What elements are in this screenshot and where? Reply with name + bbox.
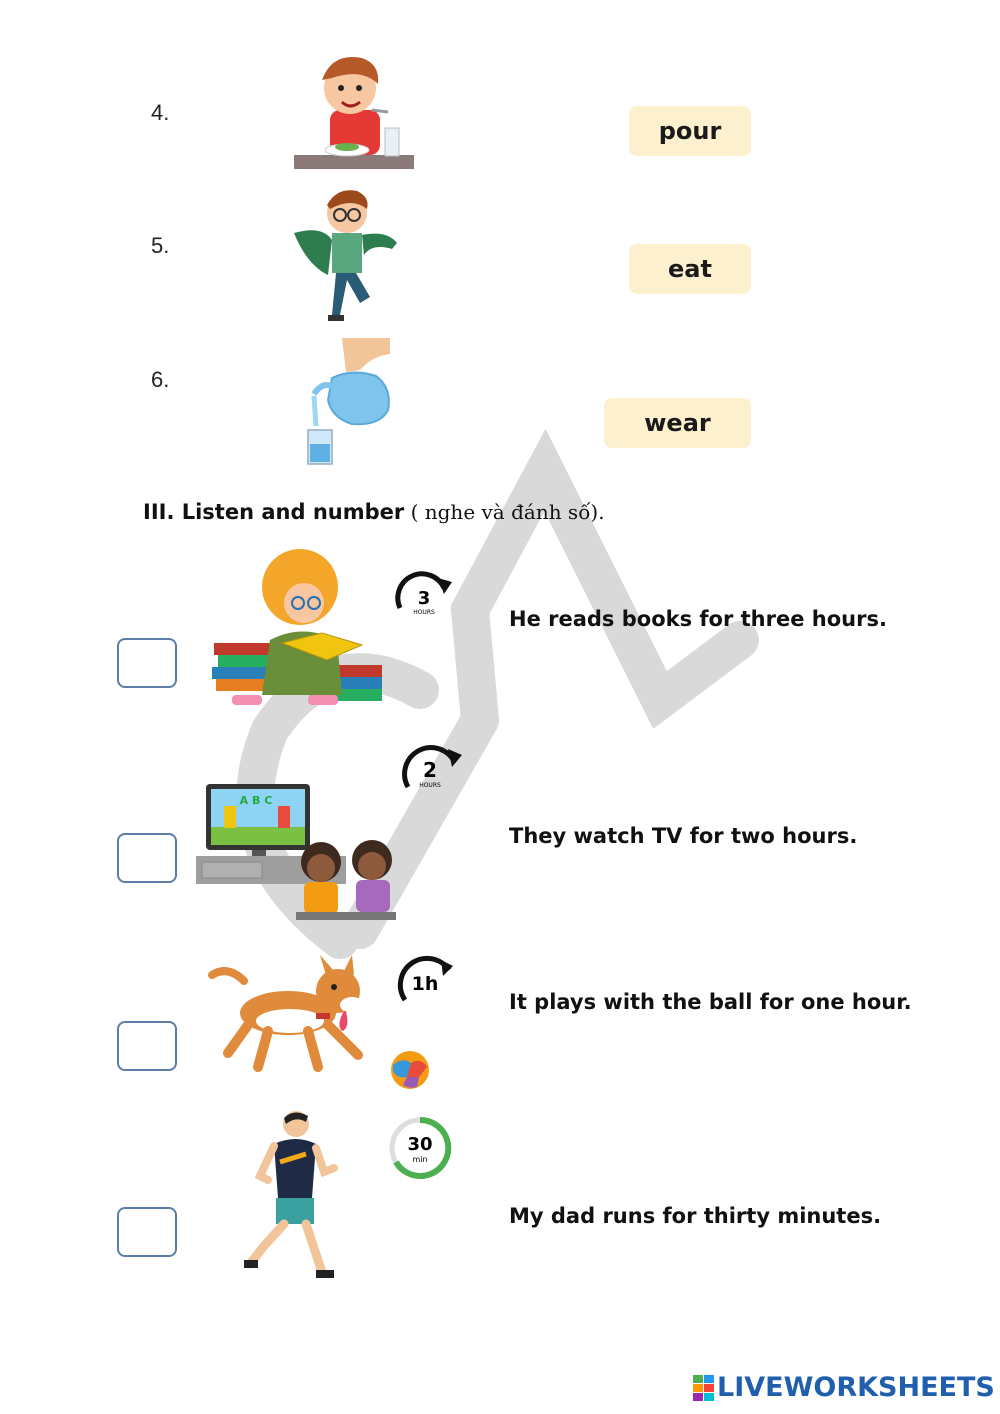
- word-label: eat: [668, 255, 712, 283]
- liveworksheets-logo: [693, 1372, 995, 1403]
- kids-watching-tv-icon: [196, 782, 408, 927]
- tv-screen-text: A B C: [239, 794, 273, 807]
- clock-number: 1h: [411, 973, 439, 995]
- answer-box-3[interactable]: [117, 1021, 177, 1071]
- word-card-pour[interactable]: [629, 106, 751, 156]
- timer-icon: [386, 1114, 454, 1184]
- section-note: ( nghe và đánh số).: [404, 500, 605, 524]
- answer-box-1[interactable]: [117, 638, 177, 688]
- hand-pouring-water-icon: [302, 338, 394, 468]
- clock-unit: HOURS: [419, 782, 441, 789]
- clock-icon: [392, 568, 456, 626]
- word-card-wear[interactable]: [604, 398, 751, 448]
- boy-eating-icon: [292, 50, 417, 175]
- timer-number: 30: [407, 1134, 433, 1155]
- clock-number: 3: [417, 588, 431, 609]
- item-number: 5.: [151, 233, 170, 258]
- word-label: wear: [644, 409, 711, 437]
- answer-box-2[interactable]: [117, 833, 177, 883]
- word-card-eat[interactable]: [629, 244, 751, 294]
- sentence-3: It plays with the ball for one hour.: [509, 990, 912, 1014]
- clock-icon: [398, 737, 462, 803]
- logo-text: LIVEWORKSHEETS: [717, 1372, 995, 1403]
- dog-running-icon: [208, 955, 370, 1080]
- item-number: 6.: [151, 367, 170, 392]
- answer-box-4[interactable]: [117, 1207, 177, 1257]
- boy-wearing-jacket-icon: [292, 185, 402, 325]
- word-label: pour: [658, 117, 722, 145]
- clock-unit: HOURS: [413, 609, 435, 616]
- sentence-2: They watch TV for two hours.: [509, 824, 858, 848]
- timer-unit: min: [412, 1155, 428, 1164]
- section-title: III. Listen and number: [143, 500, 405, 524]
- section-heading: [143, 500, 605, 524]
- ball-icon: [389, 1049, 431, 1091]
- logo-icon: [693, 1375, 715, 1401]
- item-number: 4.: [151, 100, 170, 125]
- sentence-1: He reads books for three hours.: [509, 607, 887, 631]
- sentence-4: My dad runs for thirty minutes.: [509, 1204, 882, 1228]
- man-running-icon: [240, 1108, 340, 1280]
- clock-icon: [391, 946, 455, 1010]
- child-reading-books-icon: [212, 545, 384, 710]
- clock-number: 2: [423, 758, 437, 782]
